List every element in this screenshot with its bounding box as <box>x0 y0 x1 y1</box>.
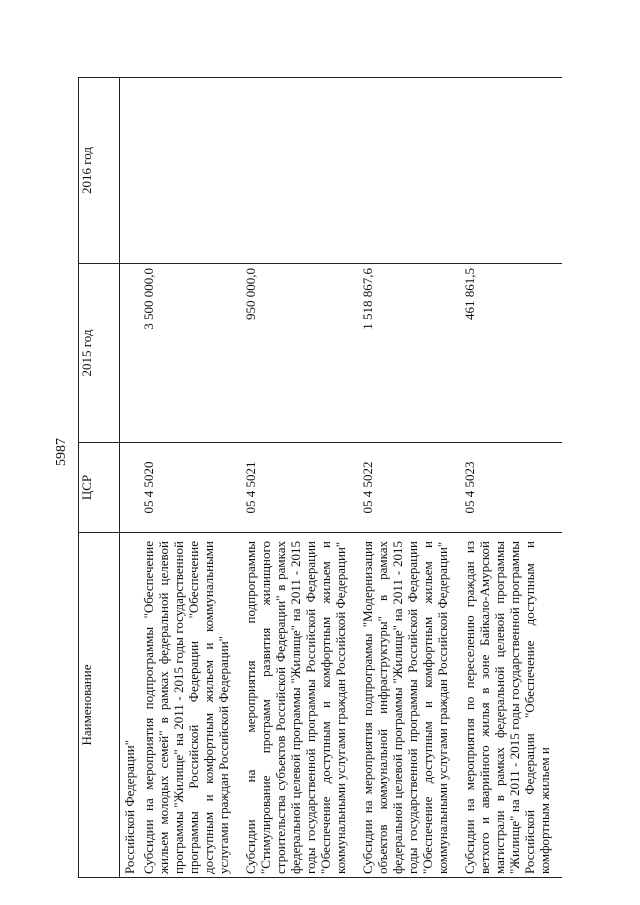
row-name-text: Субсидии на мероприятия подпрограммы "Модернизация объектов коммунальной инфраструктуры" в рамках федеральной целевой программы "Жилище" на 2011 - 2015 годы государственной программы Российской Федерации "Обеспечение доступным и комфортным жильем и коммунальными услугами граждан Российской Федерации" <box>360 541 450 874</box>
page-number: 5987 <box>54 438 69 466</box>
row-2015: 3 500 000,0 <box>139 264 241 443</box>
row-name <box>460 533 562 878</box>
row-2016 <box>139 78 241 264</box>
rotated-page-content <box>77 38 622 878</box>
table-row <box>460 78 562 878</box>
row-2015: 1 518 867,6 <box>358 264 460 443</box>
empty-cell <box>120 443 140 533</box>
row-2015: 950 000,0 <box>241 264 358 443</box>
row-name-text: Субсидии на мероприятия по переселению граждан из ветхого и аварийного жилья в зоне Байкало-Амурской магистрали в рамках федеральной целевой программы "Жилище" на 2011 - 2015 годы государственной программы Российской Федерации "Обеспечение доступным и комфортным жильем и <box>462 541 552 874</box>
row-2016 <box>460 78 562 264</box>
row-csr: 05 4 5022 <box>358 443 460 533</box>
row-name-text: Субсидии на мероприятия подпрограммы "Обеспечение жильем молодых семей" в рамках федеральной целевой программы "Жилище" на 2011 - 2015 годы государственной программы Российской Федерации "Обеспечение доступным и комфортным жильем и коммунальными услугами граждан Российской Федерации" <box>141 541 231 874</box>
row-2016 <box>241 78 358 264</box>
continuation-cell: Российской Федерации" <box>120 533 140 878</box>
row-csr: 05 4 5023 <box>460 443 562 533</box>
row-2016 <box>358 78 460 264</box>
empty-cell <box>120 78 140 264</box>
table-row <box>241 78 358 878</box>
row-name <box>241 533 358 878</box>
row-name <box>139 533 241 878</box>
row-name <box>358 533 460 878</box>
budget-table <box>78 77 562 878</box>
header-2015: 2015 год <box>79 264 120 443</box>
header-name: Наименование <box>79 533 120 878</box>
row-2015: 461 861,5 <box>460 264 562 443</box>
row-csr: 05 4 5020 <box>139 443 241 533</box>
row-name-text: Субсидии на мероприятия подпрограммы "Стимулирование программ развития жилищного строительства субъектов Российской Федерации" в рамках федеральной целевой программы "Жилище" на 2011 - 2015 годы государственной программы Российской Федерации "Обеспечение доступным и комфортным жильем и коммунальными услугами граждан Российской Федерации" <box>243 541 348 874</box>
header-csr: ЦСР <box>79 443 120 533</box>
table-row <box>358 78 460 878</box>
header-2016: 2016 год <box>79 78 120 264</box>
empty-cell <box>120 264 140 443</box>
table-header-row <box>79 78 120 878</box>
table-row <box>139 78 241 878</box>
table-row-continuation <box>120 78 140 878</box>
row-csr: 05 4 5021 <box>241 443 358 533</box>
